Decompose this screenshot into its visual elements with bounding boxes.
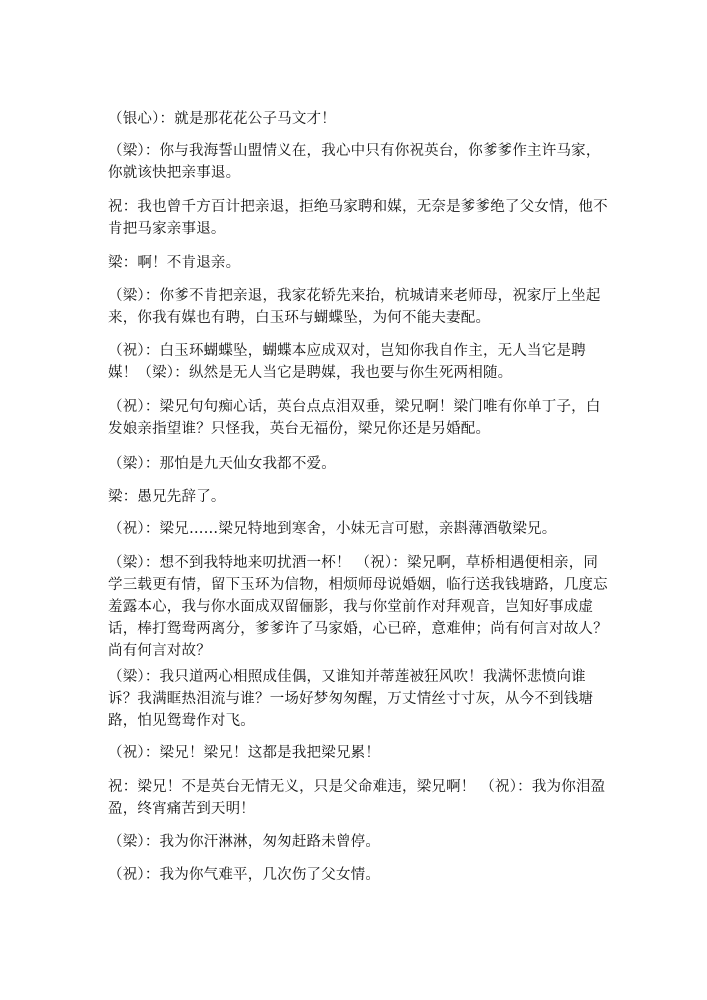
dialogue-paragraph-16: （祝）：我为你气难平，几次伤了父女情。 xyxy=(108,867,381,883)
dialogue-paragraph-9: 梁：愚兄先辞了。 xyxy=(108,489,226,505)
dialogue-paragraph-1: （银心）：就是那花花公子马文才！ xyxy=(108,111,336,127)
dialogue-paragraph-15: （梁）：我为你汗淋淋，匆匆赶路未曾停。 xyxy=(108,834,381,850)
dialogue-paragraph-7: （祝）：梁兄句句痴心话，英台点点泪双垂，梁兄啊！梁门唯有你单丁子，白发娘亲指望谁？只怪我，英台无福份，梁兄你还是另婚配。 xyxy=(108,399,601,437)
dialogue-paragraph-4: 梁：啊！不肯退亲。 xyxy=(108,255,241,271)
dialogue-paragraph-3: 祝：我也曾千方百计把亲退，拒绝马家聘和媒，无奈是爹爹绝了父女情，他不肯把马家亲事退。 xyxy=(108,199,608,237)
dialogue-paragraph-5: （梁）：你爹不肯把亲退，我家花轿先来抬，杭城请来老师母，祝家厅上坐起来，你我有媒也有聘，白玉环与蝴蝶坠，为何不能夫妻配。 xyxy=(108,288,601,326)
dialogue-paragraph-14: 祝：梁兄！不是英台无情无义，只是父命难违，梁兄啊！ （祝）：我为你泪盈盈，终宵痛苦到天明！ xyxy=(108,779,606,817)
dialogue-paragraph-12: （梁）：我只道两心相照成佳偶，又谁知并蒂莲被狂风吹！我满怀悲愤向谁诉？我满眶热泪流与谁？一场好梦匆匆醒，万丈情丝寸寸灰，从今不到钱塘路，怕见鸳鸯作对飞。 xyxy=(108,669,594,729)
dialogue-paragraph-8: （梁）：那怕是九天仙女我都不爱。 xyxy=(108,456,336,472)
dialogue-paragraph-13: （祝）：梁兄！梁兄！这都是我把梁兄累！ xyxy=(108,745,381,761)
dialogue-paragraph-11: （梁）：想不到我特地来叨扰酒一杯！ （祝）：梁兄啊，草桥相遇便相亲，同学三载更有情，留下玉环为信物，相烦师母说婚姻，临行送我钱塘路，几度忘羞露本心，我与你水面成双留俪影，我与你堂前作对拜观音，岂知好事成虚话，棒打鸳鸯两离分，爹爹许了马家婚，心已碎，意难伸；尚有何言对故人？尚有何言对故？ xyxy=(108,555,608,659)
dialogue-paragraph-6: （祝）：白玉环蝴蝶坠，蝴蝶本应成双对，岂知你我自作主，无人当它是聘媒！（梁）：纵然是无人当它是聘媒，我也要与你生死两相随。 xyxy=(108,343,586,381)
dialogue-paragraph-2: （梁）：你与我海誓山盟情义在，我心中只有你祝英台，你爹爹作主许马家，你就该快把亲事退。 xyxy=(108,143,601,181)
dialogue-paragraph-10: （祝）：梁兄……梁兄特地到寒舍，小妹无言可慰，亲斟薄酒敬梁兄。 xyxy=(108,521,557,537)
